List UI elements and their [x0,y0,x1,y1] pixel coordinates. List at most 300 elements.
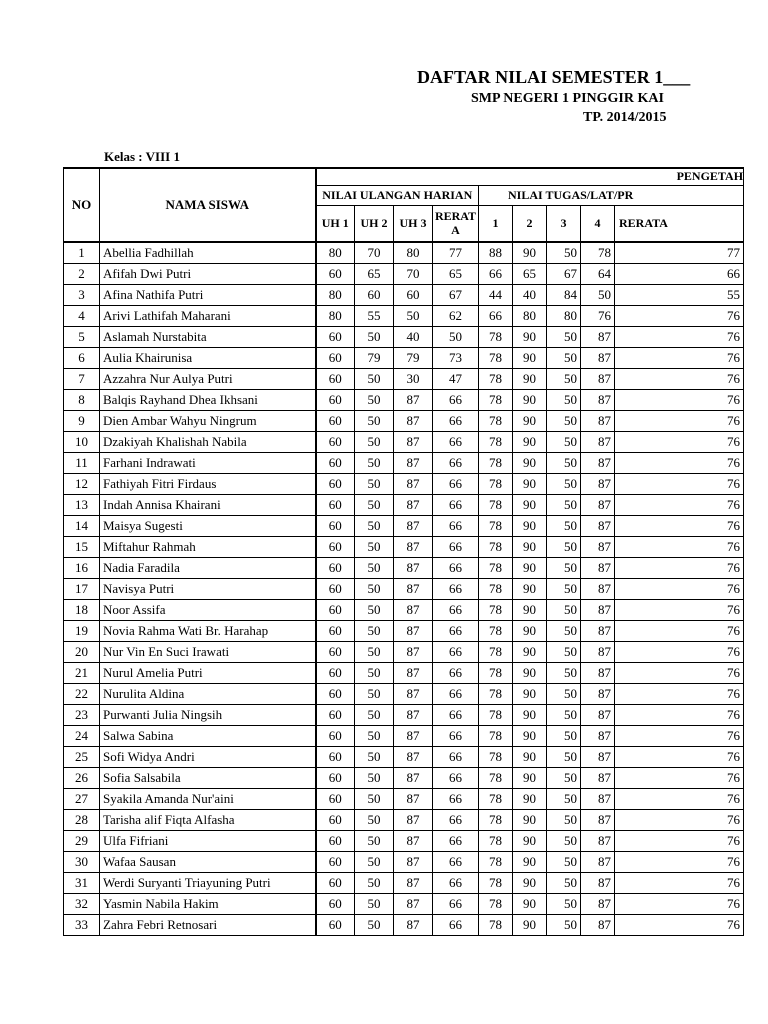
score-tugas-2: 90 [513,642,547,663]
score-rerata-tugas: 77 [615,242,744,264]
score-rerata-tugas: 76 [615,621,744,642]
score-uh3: 87 [394,831,433,852]
score-tugas-1: 78 [479,579,513,600]
score-tugas-4: 87 [581,789,615,810]
score-uh3: 87 [394,684,433,705]
score-uh3: 87 [394,915,433,936]
score-tugas-4: 87 [581,579,615,600]
score-tugas-3: 80 [547,306,581,327]
table-row [64,327,744,348]
row-number: 19 [64,621,100,642]
student-name: Syakila Amanda Nur'aini [100,789,316,810]
score-rerata-uh: 66 [433,390,479,411]
score-uh2: 50 [355,390,394,411]
score-uh2: 50 [355,642,394,663]
score-uh3: 40 [394,327,433,348]
score-tugas-3: 50 [547,684,581,705]
score-tugas-2: 90 [513,894,547,915]
score-uh1: 60 [316,810,355,831]
score-rerata-tugas: 76 [615,474,744,495]
score-tugas-1: 78 [479,432,513,453]
score-tugas-1: 78 [479,663,513,684]
score-uh3: 87 [394,453,433,474]
score-tugas-1: 88 [479,242,513,264]
score-rerata-uh: 66 [433,516,479,537]
score-tugas-1: 78 [479,621,513,642]
student-name: Abellia Fadhillah [100,242,316,264]
table-row [64,600,744,621]
header-tugas-1: 1 [479,205,513,242]
score-uh3: 87 [394,810,433,831]
score-uh1: 60 [316,747,355,768]
score-rerata-uh: 66 [433,453,479,474]
student-name: Yasmin Nabila Hakim [100,894,316,915]
score-uh1: 60 [316,516,355,537]
student-name: Navisya Putri [100,579,316,600]
row-number: 6 [64,348,100,369]
score-tugas-4: 87 [581,516,615,537]
table-row [64,411,744,432]
score-rerata-uh: 66 [433,915,479,936]
score-rerata-uh: 66 [433,705,479,726]
score-uh1: 60 [316,495,355,516]
row-number: 18 [64,600,100,621]
row-number: 11 [64,453,100,474]
score-rerata-tugas: 76 [615,537,744,558]
score-uh3: 87 [394,495,433,516]
score-tugas-1: 78 [479,894,513,915]
table-row [64,474,744,495]
score-tugas-1: 66 [479,264,513,285]
score-uh3: 87 [394,600,433,621]
header-tugas-4: 4 [581,205,615,242]
score-uh2: 50 [355,453,394,474]
table-row [64,621,744,642]
score-tugas-4: 87 [581,369,615,390]
score-rerata-uh: 77 [433,242,479,264]
score-tugas-2: 90 [513,600,547,621]
score-tugas-4: 64 [581,264,615,285]
score-uh1: 60 [316,831,355,852]
score-rerata-tugas: 76 [615,705,744,726]
score-tugas-3: 50 [547,390,581,411]
row-number: 7 [64,369,100,390]
row-number: 20 [64,642,100,663]
score-uh2: 50 [355,621,394,642]
score-tugas-3: 50 [547,915,581,936]
score-rerata-uh: 66 [433,537,479,558]
score-tugas-1: 78 [479,369,513,390]
score-rerata-uh: 66 [433,663,479,684]
score-uh2: 50 [355,789,394,810]
score-tugas-1: 78 [479,726,513,747]
score-tugas-2: 90 [513,768,547,789]
score-tugas-1: 78 [479,537,513,558]
row-number: 31 [64,873,100,894]
student-name: Aslamah Nurstabita [100,327,316,348]
student-name: Afifah Dwi Putri [100,264,316,285]
row-number: 12 [64,474,100,495]
header-rerata-tugas: RERATA [615,205,744,242]
grades-table-body [64,242,744,936]
table-row [64,390,744,411]
score-rerata-tugas: 76 [615,831,744,852]
score-tugas-2: 90 [513,242,547,264]
score-rerata-tugas: 66 [615,264,744,285]
score-rerata-tugas: 76 [615,894,744,915]
score-uh1: 60 [316,663,355,684]
score-rerata-uh: 66 [433,600,479,621]
score-uh1: 80 [316,306,355,327]
grades-table-wrapper [63,167,744,947]
score-tugas-3: 50 [547,516,581,537]
score-tugas-2: 90 [513,684,547,705]
score-tugas-1: 78 [479,327,513,348]
header-uh1: UH 1 [316,205,355,242]
score-uh1: 80 [316,285,355,306]
score-tugas-4: 87 [581,621,615,642]
student-name: Sofia Salsabila [100,768,316,789]
score-tugas-1: 78 [479,747,513,768]
header-tugas-3: 3 [547,205,581,242]
score-uh2: 50 [355,579,394,600]
table-row [64,516,744,537]
score-uh3: 87 [394,537,433,558]
score-uh1: 60 [316,852,355,873]
table-row [64,831,744,852]
score-uh3: 87 [394,852,433,873]
score-rerata-uh: 47 [433,369,479,390]
score-tugas-2: 90 [513,579,547,600]
student-name: Noor Assifa [100,600,316,621]
score-tugas-1: 78 [479,873,513,894]
table-row [64,432,744,453]
row-number: 2 [64,264,100,285]
score-rerata-uh: 66 [433,474,479,495]
student-name: Nadia Faradila [100,558,316,579]
score-uh3: 87 [394,726,433,747]
score-uh2: 55 [355,306,394,327]
score-uh2: 50 [355,369,394,390]
score-rerata-tugas: 76 [615,306,744,327]
score-rerata-uh: 66 [433,558,479,579]
score-uh1: 60 [316,453,355,474]
score-tugas-4: 87 [581,327,615,348]
student-name: Afina Nathifa Putri [100,285,316,306]
score-tugas-4: 87 [581,663,615,684]
score-tugas-2: 90 [513,390,547,411]
score-tugas-1: 78 [479,453,513,474]
score-tugas-3: 50 [547,726,581,747]
header-rerata-uh: RERAT A [433,205,479,242]
score-rerata-uh: 66 [433,495,479,516]
score-tugas-2: 90 [513,726,547,747]
student-name: Aulia Khairunisa [100,348,316,369]
row-number: 21 [64,663,100,684]
score-uh3: 87 [394,390,433,411]
school-year: TP. 2014/2015 [583,110,667,125]
score-tugas-4: 87 [581,348,615,369]
score-tugas-1: 78 [479,831,513,852]
score-uh3: 87 [394,873,433,894]
score-uh3: 87 [394,621,433,642]
score-uh1: 60 [316,600,355,621]
score-uh3: 87 [394,474,433,495]
score-tugas-3: 50 [547,411,581,432]
score-tugas-1: 78 [479,558,513,579]
score-tugas-4: 87 [581,747,615,768]
row-number: 8 [64,390,100,411]
student-name: Novia Rahma Wati Br. Harahap [100,621,316,642]
score-tugas-2: 90 [513,789,547,810]
score-uh1: 60 [316,642,355,663]
table-row [64,242,744,264]
table-row [64,810,744,831]
score-tugas-2: 90 [513,621,547,642]
score-uh2: 50 [355,852,394,873]
score-uh1: 60 [316,390,355,411]
score-tugas-3: 50 [547,558,581,579]
score-uh3: 87 [394,516,433,537]
score-rerata-tugas: 76 [615,663,744,684]
table-row [64,894,744,915]
score-tugas-3: 50 [547,831,581,852]
score-tugas-2: 90 [513,663,547,684]
table-row [64,726,744,747]
score-rerata-tugas: 76 [615,558,744,579]
score-tugas-4: 87 [581,915,615,936]
score-uh3: 87 [394,642,433,663]
table-row [64,495,744,516]
score-rerata-uh: 66 [433,747,479,768]
score-tugas-1: 78 [479,642,513,663]
score-uh1: 60 [316,369,355,390]
score-tugas-4: 87 [581,558,615,579]
score-tugas-4: 87 [581,537,615,558]
score-tugas-1: 78 [479,810,513,831]
student-name: Werdi Suryanti Triayuning Putri [100,873,316,894]
score-uh1: 60 [316,915,355,936]
score-rerata-tugas: 76 [615,600,744,621]
row-number: 33 [64,915,100,936]
score-rerata-uh: 66 [433,789,479,810]
score-tugas-1: 78 [479,768,513,789]
score-rerata-tugas: 76 [615,411,744,432]
score-uh2: 50 [355,537,394,558]
score-tugas-2: 90 [513,453,547,474]
student-name: Nur Vin En Suci Irawati [100,642,316,663]
score-uh3: 87 [394,579,433,600]
score-uh3: 87 [394,768,433,789]
score-tugas-2: 90 [513,348,547,369]
score-rerata-uh: 66 [433,873,479,894]
row-number: 16 [64,558,100,579]
score-tugas-3: 50 [547,432,581,453]
score-tugas-4: 87 [581,873,615,894]
score-uh2: 79 [355,348,394,369]
score-uh2: 50 [355,810,394,831]
score-rerata-tugas: 76 [615,726,744,747]
student-name: Nurul Amelia Putri [100,663,316,684]
header-tugas-2: 2 [513,205,547,242]
score-uh2: 50 [355,558,394,579]
student-name: Dzakiyah Khalishah Nabila [100,432,316,453]
score-tugas-2: 90 [513,810,547,831]
score-rerata-tugas: 76 [615,453,744,474]
score-uh1: 60 [316,264,355,285]
score-tugas-4: 87 [581,831,615,852]
score-rerata-tugas: 76 [615,915,744,936]
score-rerata-tugas: 76 [615,327,744,348]
score-tugas-4: 87 [581,684,615,705]
score-tugas-2: 90 [513,831,547,852]
score-tugas-3: 50 [547,894,581,915]
score-tugas-3: 50 [547,474,581,495]
score-uh1: 60 [316,411,355,432]
score-tugas-2: 90 [513,369,547,390]
score-uh2: 50 [355,411,394,432]
score-rerata-tugas: 76 [615,642,744,663]
score-rerata-tugas: 76 [615,684,744,705]
score-uh2: 70 [355,242,394,264]
score-uh3: 87 [394,411,433,432]
student-name: Zahra Febri Retnosari [100,915,316,936]
score-tugas-2: 90 [513,852,547,873]
score-rerata-uh: 66 [433,810,479,831]
score-tugas-3: 50 [547,369,581,390]
score-tugas-4: 87 [581,642,615,663]
score-tugas-2: 80 [513,306,547,327]
score-rerata-tugas: 76 [615,789,744,810]
score-rerata-uh: 73 [433,348,479,369]
score-tugas-1: 78 [479,852,513,873]
table-row [64,369,744,390]
score-tugas-3: 84 [547,285,581,306]
score-tugas-2: 90 [513,747,547,768]
header-nilai-tugas: NILAI TUGAS/LAT/PR [479,185,744,205]
score-rerata-tugas: 76 [615,495,744,516]
table-row [64,705,744,726]
score-tugas-4: 87 [581,411,615,432]
header-uh3: UH 3 [394,205,433,242]
score-uh1: 60 [316,348,355,369]
score-tugas-4: 87 [581,390,615,411]
score-tugas-2: 40 [513,285,547,306]
score-uh1: 60 [316,894,355,915]
score-tugas-2: 90 [513,705,547,726]
score-tugas-2: 90 [513,411,547,432]
score-rerata-tugas: 76 [615,369,744,390]
student-name: Ulfa Fifriani [100,831,316,852]
score-uh1: 60 [316,621,355,642]
score-rerata-uh: 66 [433,852,479,873]
score-uh2: 50 [355,705,394,726]
score-tugas-2: 90 [513,915,547,936]
score-uh1: 60 [316,705,355,726]
score-uh2: 50 [355,432,394,453]
row-number: 30 [64,852,100,873]
score-tugas-4: 87 [581,810,615,831]
score-rerata-tugas: 55 [615,285,744,306]
score-rerata-tugas: 76 [615,747,744,768]
score-tugas-1: 78 [479,516,513,537]
score-tugas-1: 78 [479,390,513,411]
score-uh1: 80 [316,242,355,264]
header-nama-siswa: NAMA SISWA [100,168,316,242]
score-rerata-tugas: 76 [615,768,744,789]
document-title: DAFTAR NILAI SEMESTER 1___ [417,67,691,87]
table-row [64,348,744,369]
score-tugas-2: 90 [513,327,547,348]
score-tugas-3: 50 [547,537,581,558]
score-uh2: 50 [355,600,394,621]
row-number: 14 [64,516,100,537]
score-tugas-2: 65 [513,264,547,285]
score-tugas-4: 87 [581,432,615,453]
row-number: 28 [64,810,100,831]
score-uh3: 60 [394,285,433,306]
score-tugas-1: 78 [479,348,513,369]
student-name: Salwa Sabina [100,726,316,747]
row-number: 5 [64,327,100,348]
score-uh2: 50 [355,684,394,705]
score-uh2: 50 [355,831,394,852]
row-number: 4 [64,306,100,327]
school-name: SMP NEGERI 1 PINGGIR KAI [471,91,664,106]
score-rerata-tugas: 76 [615,810,744,831]
score-tugas-2: 90 [513,873,547,894]
table-row [64,264,744,285]
score-rerata-uh: 67 [433,285,479,306]
grades-table [63,167,744,936]
score-tugas-2: 90 [513,474,547,495]
row-number: 3 [64,285,100,306]
header-pengetahuan: PENGETAH [316,168,744,185]
score-uh1: 60 [316,684,355,705]
score-uh1: 60 [316,558,355,579]
score-uh1: 60 [316,432,355,453]
score-tugas-1: 78 [479,600,513,621]
row-number: 25 [64,747,100,768]
score-uh1: 60 [316,579,355,600]
header-uh2: UH 2 [355,205,394,242]
table-row [64,915,744,936]
score-rerata-uh: 66 [433,579,479,600]
score-tugas-3: 50 [547,852,581,873]
score-uh3: 30 [394,369,433,390]
student-name: Farhani Indrawati [100,453,316,474]
score-rerata-tugas: 76 [615,516,744,537]
score-tugas-3: 50 [547,747,581,768]
score-tugas-3: 50 [547,495,581,516]
row-number: 29 [64,831,100,852]
row-number: 23 [64,705,100,726]
score-tugas-1: 78 [479,684,513,705]
score-rerata-tugas: 76 [615,390,744,411]
score-uh2: 50 [355,516,394,537]
score-tugas-2: 90 [513,558,547,579]
score-rerata-tugas: 76 [615,852,744,873]
score-tugas-2: 90 [513,432,547,453]
score-tugas-1: 44 [479,285,513,306]
score-uh2: 50 [355,327,394,348]
student-name: Sofi Widya Andri [100,747,316,768]
score-tugas-1: 78 [479,915,513,936]
score-rerata-tugas: 76 [615,432,744,453]
score-uh3: 87 [394,432,433,453]
score-tugas-4: 87 [581,600,615,621]
score-tugas-2: 90 [513,516,547,537]
